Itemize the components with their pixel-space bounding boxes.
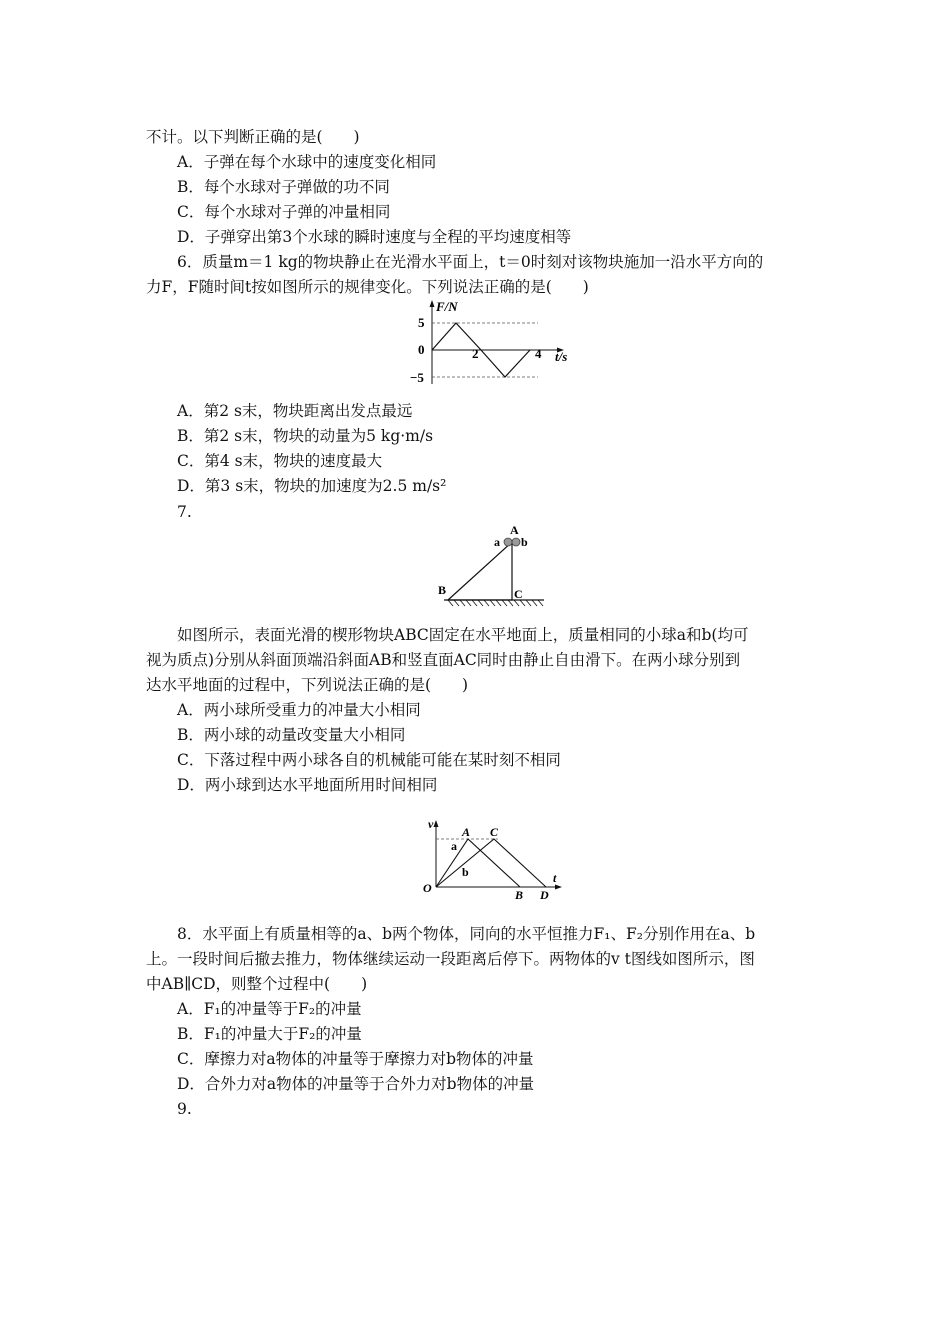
q8-stem-line1: 8．水平面上有质量相等的a、b两个物体，同向的水平恒推力F₁、F₂分别作用在a、b <box>177 925 756 943</box>
q5-option-b: B．每个水球对子弹做的功不同 <box>177 178 390 196</box>
q8-label-B: B <box>515 888 524 902</box>
q6-tick-0: 0 <box>418 342 425 357</box>
q8-t-label: t <box>553 871 557 885</box>
q7-stem-line1: 如图所示，表面光滑的楔形物块ABC固定在水平地面上，质量相同的小球a和b(均可 <box>177 626 749 644</box>
q6-y-axis-label: F/N <box>436 299 458 314</box>
q8-option-b: B．F₁的冲量大于F₂的冲量 <box>177 1025 362 1043</box>
q5-option-d: D．子弹穿出第3个水球的瞬时速度与全程的平均速度相等 <box>177 228 572 246</box>
q6-stem-line1: 6．质量m＝1 kg的物块静止在光滑水平面上，t＝0时刻对该物块施加一沿水平方向的 <box>177 253 764 271</box>
q8-label-A: A <box>462 825 471 839</box>
q7-label-B: B <box>438 583 447 597</box>
q9-number: 9. <box>177 1100 192 1118</box>
q6-stem-line2: 力F，F随时间t按如图所示的规律变化。下列说法正确的是( ) <box>146 278 589 296</box>
q8-label-b: b <box>462 865 469 879</box>
q7-wedge-figure <box>430 522 580 612</box>
q6-option-b: B．第2 s末，物块的动量为5 kg·m/s <box>177 427 434 445</box>
q7-label-A: A <box>510 523 519 537</box>
q8-label-D: D <box>540 888 549 902</box>
q5-tail: 不计。以下判断正确的是( ) <box>146 128 360 146</box>
q8-option-a: A．F₁的冲量等于F₂的冲量 <box>177 1000 362 1018</box>
q6-x-axis-label: t/s <box>555 349 568 364</box>
q6-option-c: C．第4 s末，物块的速度最大 <box>177 452 383 470</box>
q6-tick-4: 4 <box>535 346 542 361</box>
q7-option-a: A．两小球所受重力的冲量大小相同 <box>177 701 421 719</box>
q5-option-a: A．子弹在每个水球中的速度变化相同 <box>177 153 437 171</box>
q7-label-a: a <box>494 535 500 549</box>
q6-tick-2: 2 <box>472 346 479 361</box>
q7-option-b: B．两小球的动量改变量大小相同 <box>177 726 406 744</box>
q6-option-a: A．第2 s末，物块距离出发点最远 <box>177 402 413 420</box>
q5-option-c: C．每个水球对子弹的冲量相同 <box>177 203 391 221</box>
q6-tick-5: 5 <box>418 315 425 330</box>
q8-v-label: v <box>428 817 434 831</box>
q6-force-time-graph <box>400 296 590 388</box>
ball-b <box>512 538 520 546</box>
q8-velocity-time-graph <box>418 814 568 906</box>
q7-stem-line2: 视为质点)分别从斜面顶端沿斜面AB和竖直面AC同时由静止自由滑下。在两小球分别到 <box>146 651 741 669</box>
q7-stem-line3: 达水平地面的过程中，下列说法正确的是( ) <box>146 676 469 694</box>
q8-option-d: D．合外力对a物体的冲量等于合外力对b物体的冲量 <box>177 1075 535 1093</box>
q8-label-O: O <box>423 881 432 895</box>
ball-a <box>504 538 512 546</box>
q6-tick-neg5: −5 <box>410 370 424 385</box>
q7-label-b: b <box>521 535 528 549</box>
q8-option-c: C．摩擦力对a物体的冲量等于摩擦力对b物体的冲量 <box>177 1050 534 1068</box>
q7-label-C: C <box>514 587 523 601</box>
q7-option-c: C．下落过程中两小球各自的机械能可能在某时刻不相同 <box>177 751 561 769</box>
q8-label-a: a <box>451 839 457 853</box>
q7-number: 7. <box>177 503 192 521</box>
q8-stem-line2: 上。一段时间后撤去推力，物体继续运动一段距离后停下。两物体的v t图线如图所示，图 <box>146 950 755 968</box>
q8-label-C: C <box>490 825 499 839</box>
q7-option-d: D．两小球到达水平地面所用时间相同 <box>177 776 438 794</box>
q6-option-d: D．第3 s末，物块的加速度为2.5 m/s² <box>177 477 447 495</box>
q8-stem-line3: 中AB∥CD，则整个过程中( ) <box>146 975 368 993</box>
